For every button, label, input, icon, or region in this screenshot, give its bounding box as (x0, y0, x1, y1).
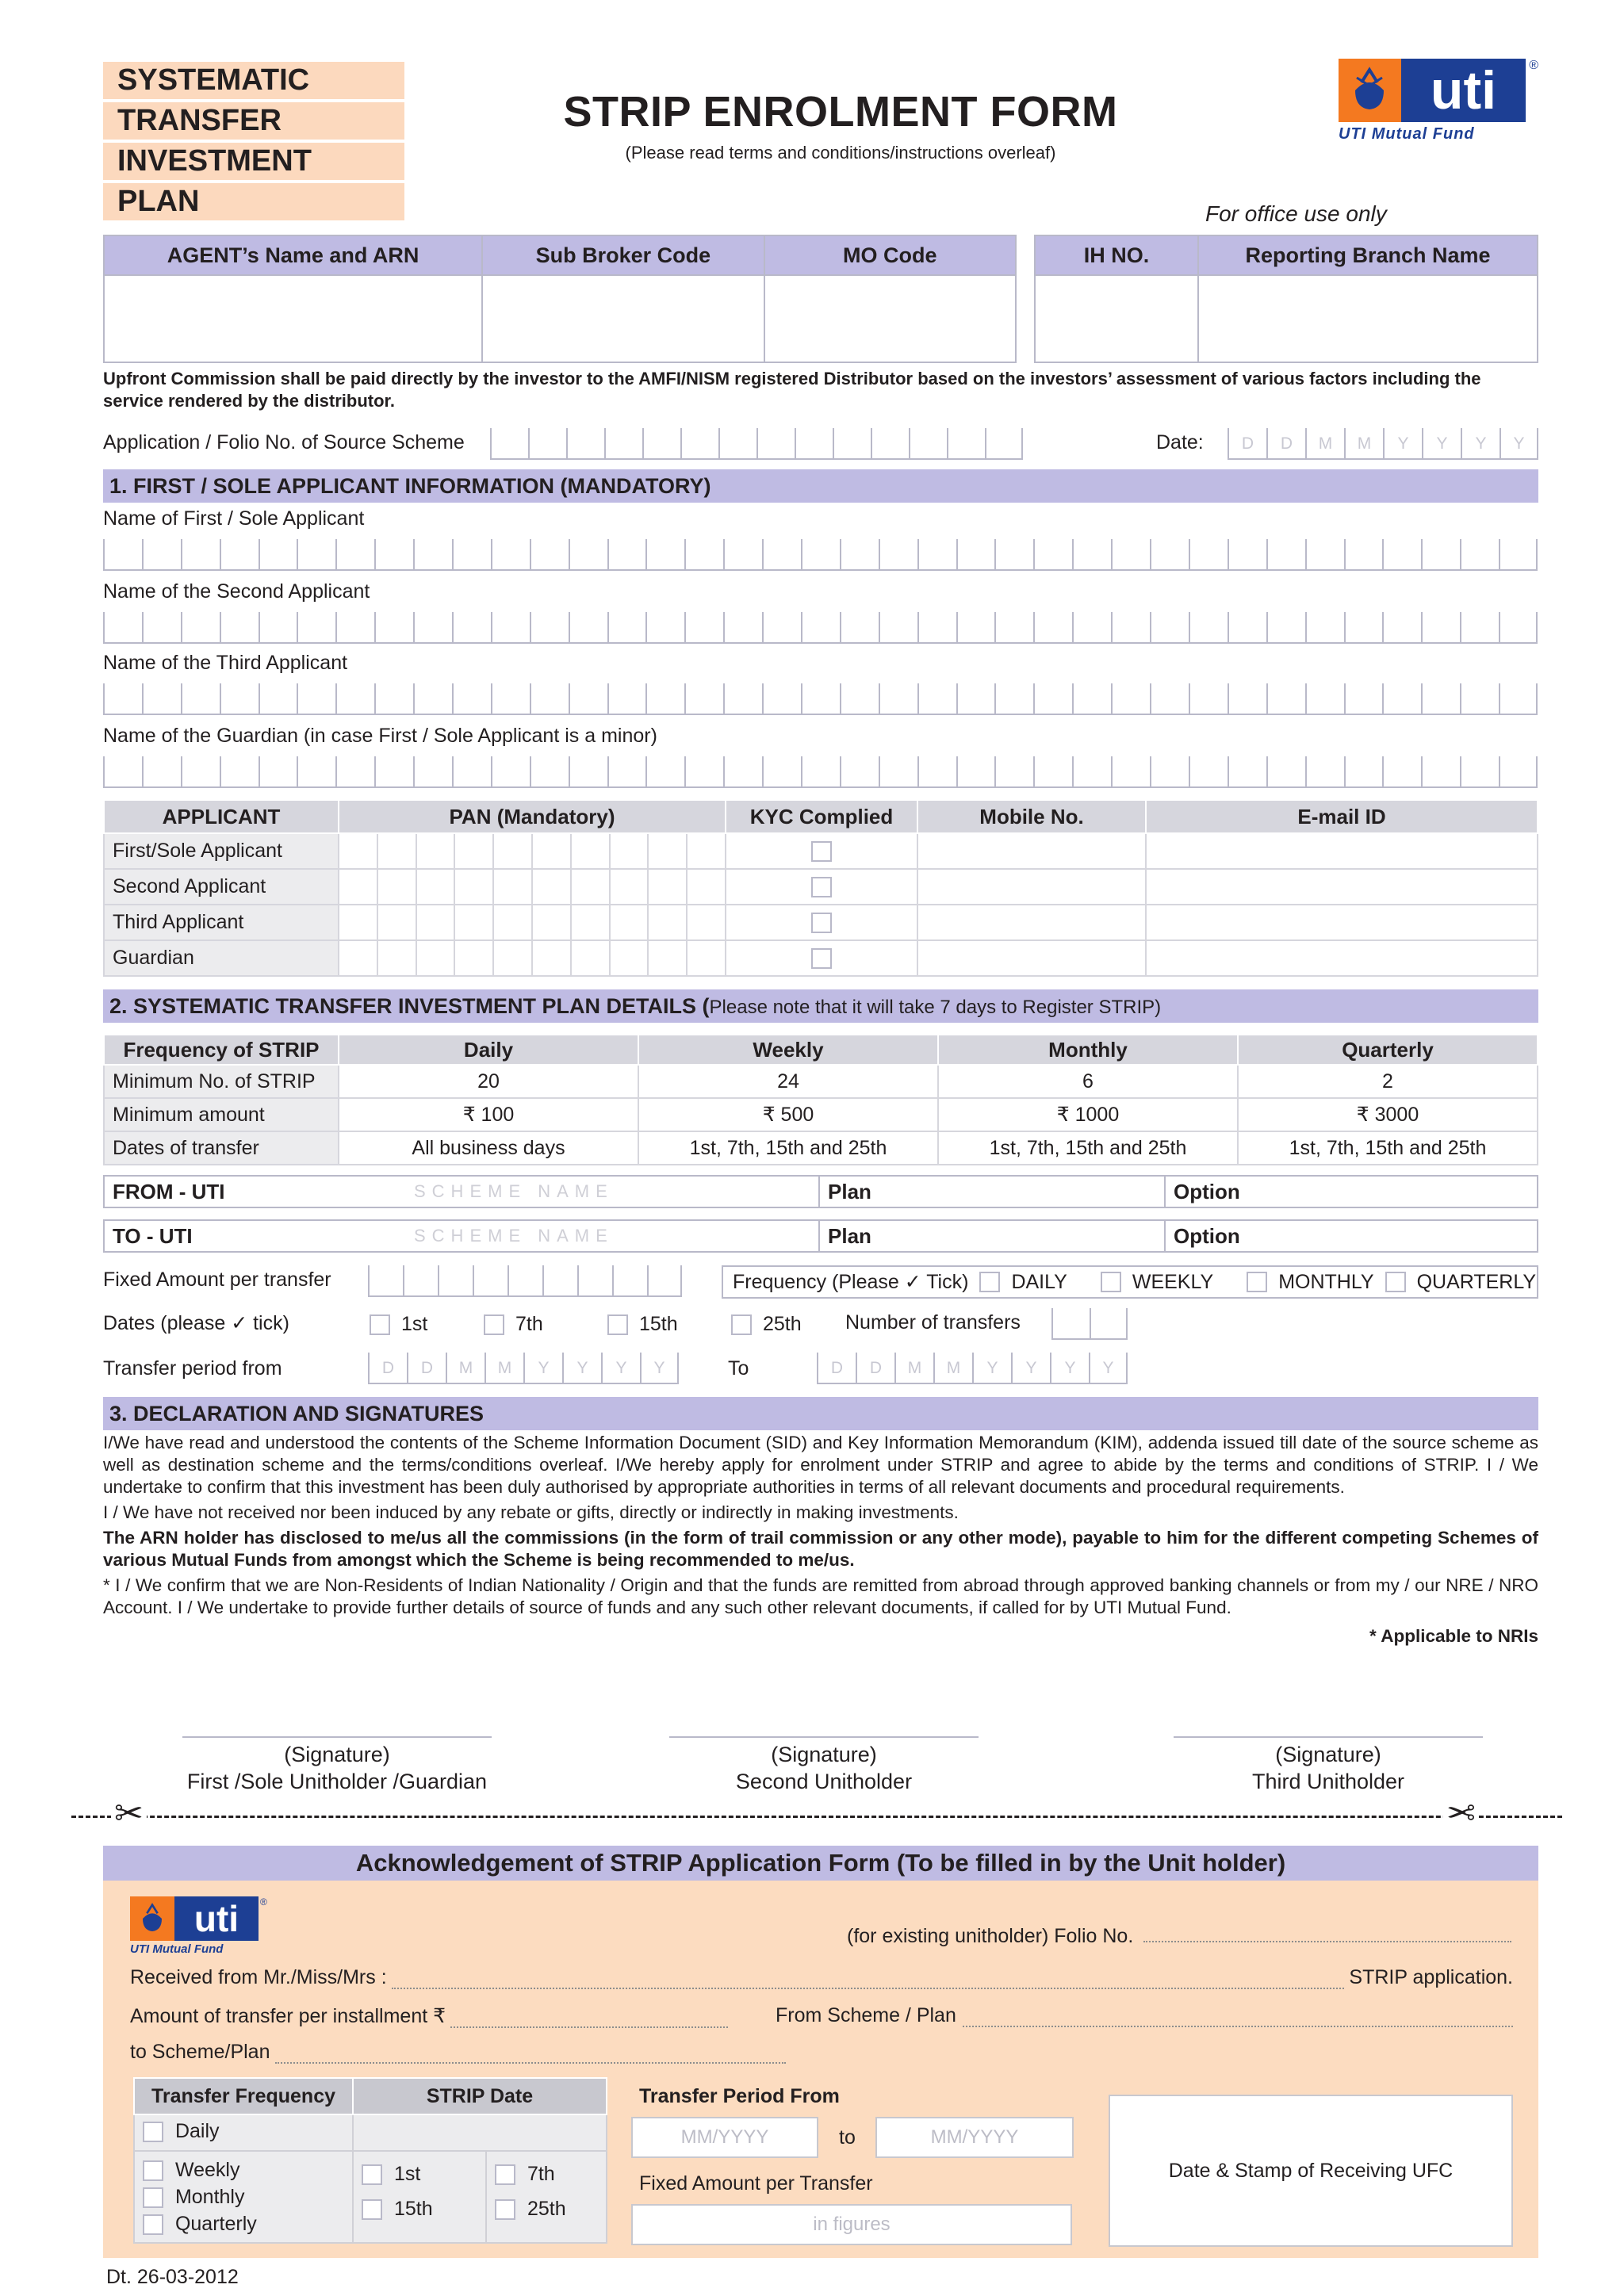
uti-logo (1339, 59, 1538, 144)
side-label-line: SYSTEMATIC (103, 62, 404, 99)
cell: Minimum No. of STRIP (104, 1065, 339, 1098)
cell: ₹ 100 (339, 1098, 638, 1131)
ack-freq-header: Transfer Frequency (134, 2078, 353, 2114)
ack-date-15th[interactable] (362, 2191, 477, 2226)
ack-period-from-input[interactable]: MM/YYYY (631, 2117, 818, 2158)
pan-field[interactable] (339, 833, 726, 869)
kyc-checkbox[interactable] (726, 940, 917, 976)
date-7th-label: 7th (515, 1313, 543, 1335)
declaration-text (103, 1432, 1538, 1651)
ack-25th-label: 25th (527, 2198, 566, 2220)
logo-brand: uti (174, 1896, 259, 1941)
ack-amount-field[interactable] (450, 2004, 728, 2028)
to-scheme-name-field[interactable]: SCHEME NAME (414, 1226, 614, 1246)
table-row (104, 940, 1538, 976)
num-transfers-input[interactable] (1051, 1308, 1128, 1340)
section2-heading: 2. SYSTEMATIC TRANSFER INVESTMENT PLAN DETAILS ( (109, 994, 710, 1018)
cell: 20 (339, 1065, 638, 1098)
mo-code-header: MO Code (764, 235, 1016, 275)
ack-folio[interactable] (847, 1925, 1511, 1948)
signature-who: Third Unitholder (1251, 1770, 1405, 1793)
date-25th-checkbox[interactable] (731, 1314, 752, 1335)
cell: 1st, 7th, 15th and 25th (1238, 1131, 1538, 1165)
ack-7th-label: 7th (527, 2163, 555, 2185)
signature-label: (Signature) (1275, 1743, 1381, 1766)
declaration-para: I / We have not received nor been induced by any rebate or gifts, directly or indirectly in making investments. (103, 1502, 959, 1522)
ack-empty-cell (353, 2114, 607, 2151)
ack-1st-checkbox[interactable] (362, 2164, 382, 2185)
cell: Dates of transfer (104, 1131, 339, 1165)
col-pan: PAN (Mandatory) (339, 800, 726, 833)
date-15th-checkbox[interactable] (607, 1314, 628, 1335)
num-transfers-label: Number of transfers (845, 1311, 1021, 1334)
frequency-tick-label: Frequency (Please ✓ Tick) (733, 1271, 969, 1293)
registered-mark: ® (260, 1896, 267, 1908)
from-scheme-row[interactable] (103, 1175, 1538, 1208)
section3-title: 3. DECLARATION AND SIGNATURES (103, 1397, 1538, 1430)
ack-25th-checkbox[interactable] (495, 2199, 515, 2220)
scissors-icon: ✂ (1443, 1793, 1479, 1834)
from-option-field[interactable]: Option (1164, 1177, 1537, 1207)
cell: 2 (1238, 1065, 1538, 1098)
date-7th-checkbox[interactable] (484, 1314, 504, 1335)
ack-from-scheme-label: From Scheme / Plan (776, 2004, 956, 2026)
table-row (104, 1098, 1538, 1131)
section2-title (103, 989, 1538, 1023)
mobile-field[interactable] (917, 940, 1146, 976)
weekly-checkbox[interactable] (1101, 1272, 1121, 1292)
signature-label: (Signature) (771, 1743, 877, 1766)
side-label (103, 62, 404, 224)
commission-note: Upfront Commission shall be paid directly by the investor to the AMFI/NISM registered Distributor based on the investors’ assessment of various factors including the service rendered by the distributor. (103, 369, 1481, 411)
ack-fixed-input[interactable]: in figures (631, 2204, 1072, 2245)
sub-broker-field[interactable] (482, 275, 764, 362)
ack-to-label: to (839, 2126, 856, 2149)
ack-weekly-label: Weekly (174, 2159, 240, 2181)
quarterly-checkbox[interactable] (1385, 1272, 1406, 1292)
pan-field[interactable] (339, 905, 726, 940)
second-applicant-label: Name of the Second Applicant (103, 580, 370, 603)
to-plan-field[interactable]: Plan (818, 1221, 1164, 1251)
ack-weekly-checkbox[interactable] (143, 2160, 163, 2181)
guardian-input[interactable] (103, 756, 1538, 788)
agent-table (103, 235, 1017, 363)
table-row (104, 1131, 1538, 1165)
freq-header: Weekly (638, 1035, 938, 1065)
mo-code-field[interactable] (764, 275, 1016, 362)
ack-fixed-label: Fixed Amount per Transfer (639, 2172, 873, 2195)
cell: 1st, 7th, 15th and 25th (638, 1131, 938, 1165)
date-15th-label: 15th (639, 1313, 678, 1335)
ack-amount-label: Amount of transfer per installment ₹ (130, 2005, 446, 2027)
ack-received-field[interactable] (392, 1966, 1345, 1989)
declaration-para-bold: The ARN holder has disclosed to me/us all the commissions (in the form of trail commission or any other mode), payable to him for the different competing Schemes of various Mutual Funds from amongst which the Scheme is being recommended to me/us. (103, 1528, 1538, 1570)
cell: 6 (938, 1065, 1238, 1098)
declaration-para: * I / We confirm that we are Non-Residents of Indian Nationality / Origin and that the funds are remitted from abroad through approved banking channels or from my / our NRE / NRO Account. I / We undertake to provide further details of source of funds and any such other relevant documents, if called for by UTI Mutual Fund. (103, 1575, 1538, 1617)
footer-date: Dt. 26-03-2012 (106, 2266, 239, 2288)
ack-quarterly-checkbox[interactable] (143, 2214, 163, 2235)
cell: 1st, 7th, 15th and 25th (938, 1131, 1238, 1165)
side-label-line: INVESTMENT (103, 143, 404, 180)
side-label-line: TRANSFER (103, 102, 404, 140)
registered-mark: ® (1529, 59, 1538, 72)
monthly-label: MONTHLY (1278, 1270, 1374, 1293)
ack-period-to-input[interactable]: MM/YYYY (875, 2117, 1074, 2158)
to-scheme-row[interactable] (103, 1219, 1538, 1253)
mobile-field[interactable] (917, 869, 1146, 905)
col-mobile: Mobile No. (917, 800, 1146, 833)
ack-monthly-checkbox[interactable] (143, 2187, 163, 2208)
cell: Minimum amount (104, 1098, 339, 1131)
table-row (104, 833, 1538, 869)
ack-date-1st[interactable] (362, 2156, 477, 2191)
signature-who: Second Unitholder (735, 1770, 913, 1793)
cell: 24 (638, 1065, 938, 1098)
pan-field[interactable] (339, 869, 726, 905)
signature-who: First /Sole Unitholder /Guardian (186, 1770, 488, 1793)
section2-note: Please note that it will take 7 days to Register STRIP) (709, 997, 1162, 1018)
from-scheme-name-field[interactable]: SCHEME NAME (414, 1181, 614, 1201)
ack-amount[interactable] (130, 2004, 728, 2028)
weekly-label: WEEKLY (1132, 1270, 1214, 1293)
ack-received[interactable] (130, 1966, 1513, 1989)
office-use-label: For office use only (1205, 201, 1387, 226)
col-applicant: APPLICANT (104, 800, 339, 833)
folio-label: Application / Folio No. of Source Scheme (103, 431, 465, 453)
ack-strip-app: STRIP application. (1349, 1966, 1513, 1988)
email-field[interactable] (1146, 833, 1538, 869)
ack-logo (130, 1896, 267, 1956)
ack-weekly[interactable] (143, 2156, 344, 2183)
cell: All business days (339, 1131, 638, 1165)
first-applicant-input[interactable] (103, 539, 1538, 571)
signature-first[interactable] (182, 1736, 492, 1795)
nri-note: * Applicable to NRIs (1369, 1626, 1538, 1646)
branch-header: Reporting Branch Name (1198, 235, 1538, 275)
freq-header: Monthly (938, 1035, 1238, 1065)
guardian-label: Name of the Guardian (in case First / Sole Applicant is a minor) (103, 725, 657, 747)
pan-field[interactable] (339, 940, 726, 976)
cut-line (71, 1816, 1562, 1818)
ack-date-col2 (486, 2151, 607, 2243)
date-1st-checkbox[interactable] (370, 1314, 390, 1335)
ack-quarterly[interactable] (143, 2210, 344, 2237)
applicant-table (103, 799, 1538, 977)
ack-monthly[interactable] (143, 2183, 344, 2210)
ack-date-25th[interactable] (495, 2191, 598, 2226)
ack-folio-label: (for existing unitholder) Folio No. (847, 1925, 1134, 1947)
ack-received-label: Received from Mr./Miss/Mrs : (130, 1966, 387, 1988)
office-table (1034, 235, 1538, 363)
kalash-icon (130, 1896, 174, 1941)
date-25th-label: 25th (763, 1313, 802, 1335)
table-row (104, 869, 1538, 905)
cell: ₹ 1000 (938, 1098, 1238, 1131)
declaration-para: I/We have read and understood the contents of the Scheme Information Document (SID) and Key Information Memorandum (KIM), addenda issued till date of the source scheme as well as destination scheme and the terms/conditions overleaf. I/We hereby apply for enrolment under STRIP and agree to abide by the terms and conditions of STRIP. I / We undertake to confirm that this investment has been duly authorised by appropriate authorities in terms of all relevant documents and procedural requirements. (103, 1433, 1538, 1497)
ack-7th-checkbox[interactable] (495, 2164, 515, 2185)
logo-tagline: UTI Mutual Fund (1339, 125, 1475, 143)
logo-tagline: UTI Mutual Fund (130, 1942, 224, 1956)
folio-input[interactable] (490, 428, 1023, 460)
ack-frequency-table (133, 2077, 607, 2244)
ih-no-field[interactable] (1035, 275, 1198, 362)
dates-label: Dates (please ✓ tick) (103, 1312, 289, 1334)
ack-daily-checkbox[interactable] (143, 2122, 163, 2142)
col-kyc: KYC Complied (726, 800, 917, 833)
ack-date-header: STRIP Date (353, 2078, 607, 2114)
ack-folio-field[interactable] (1143, 1941, 1511, 1942)
cell: ₹ 500 (638, 1098, 938, 1131)
table-row (104, 1065, 1538, 1098)
ack-15th-label: 15th (393, 2198, 433, 2220)
section1-title: 1. FIRST / SOLE APPLICANT INFORMATION (MANDATORY) (103, 469, 1538, 503)
freq-header: Daily (339, 1035, 638, 1065)
sub-broker-header: Sub Broker Code (482, 235, 764, 275)
first-applicant-label: Name of First / Sole Applicant (103, 507, 365, 530)
email-field[interactable] (1146, 869, 1538, 905)
ack-title: Acknowledgement of STRIP Application Form (To be filled in by the Unit holder) (103, 1846, 1538, 1881)
ack-from-scheme-field[interactable] (963, 2004, 1513, 2027)
ack-daily[interactable] (134, 2114, 353, 2151)
third-applicant-label: Name of the Third Applicant (103, 652, 348, 674)
period-to-label: To (728, 1357, 749, 1380)
email-field[interactable] (1146, 940, 1538, 976)
ack-15th-checkbox[interactable] (362, 2199, 382, 2220)
ack-to-scheme[interactable] (130, 2041, 786, 2064)
ack-stamp-box: Date & Stamp of Receiving UFC (1109, 2095, 1513, 2247)
period-from-label: Transfer period from (103, 1357, 282, 1380)
scissors-icon: ✂ (111, 1793, 147, 1834)
signature-second[interactable] (669, 1736, 979, 1795)
from-plan-field[interactable]: Plan (818, 1177, 1164, 1207)
from-label: FROM - UTI (113, 1180, 225, 1203)
branch-field[interactable] (1198, 275, 1538, 362)
agent-name-field[interactable] (104, 275, 482, 362)
period-to-input[interactable]: D D M M Y Y Y Y (817, 1353, 1128, 1384)
ack-date-7th[interactable] (495, 2156, 598, 2191)
ack-daily-label: Daily (174, 2120, 220, 2142)
to-option-field[interactable]: Option (1164, 1221, 1537, 1251)
kyc-checkbox[interactable] (726, 905, 917, 940)
cell: ₹ 3000 (1238, 1098, 1538, 1131)
page-title: STRIP ENROLMENT FORM (563, 88, 1118, 136)
period-from-input[interactable]: D D M M Y Y Y Y (368, 1353, 679, 1384)
third-applicant-input[interactable] (103, 683, 1538, 715)
ih-no-header: IH NO. (1035, 235, 1198, 275)
mobile-field[interactable] (917, 905, 1146, 940)
quarterly-label: QUARTERLY (1416, 1270, 1537, 1293)
agent-name-header: AGENT’s Name and ARN (104, 235, 482, 275)
ack-to-scheme-label: to Scheme/Plan (130, 2041, 270, 2063)
monthly-checkbox[interactable] (1247, 1272, 1267, 1292)
ack-monthly-label: Monthly (174, 2186, 245, 2208)
freq-header: Frequency of STRIP (104, 1035, 339, 1065)
kyc-checkbox[interactable] (726, 833, 917, 869)
to-label: TO - UTI (113, 1224, 193, 1248)
date-label: Date: (1156, 431, 1204, 453)
daily-label: DAILY (1011, 1270, 1067, 1293)
fixed-amount-input[interactable] (368, 1265, 682, 1297)
signature-label: (Signature) (284, 1743, 390, 1766)
side-label-line: PLAN (103, 183, 404, 220)
logo-brand: uti (1401, 59, 1526, 122)
row-label: First/Sole Applicant (104, 833, 339, 869)
ack-from-scheme[interactable] (776, 2004, 1513, 2027)
daily-checkbox[interactable] (979, 1272, 1000, 1292)
ack-to-scheme-field[interactable] (275, 2041, 786, 2064)
frequency-tick-box (722, 1265, 1538, 1299)
row-label: Third Applicant (104, 905, 339, 940)
dates-options (370, 1313, 802, 1336)
table-row (104, 905, 1538, 940)
kalash-icon (1339, 59, 1401, 122)
ack-1st-label: 1st (393, 2163, 421, 2185)
page-subtitle: (Please read terms and conditions/instructions overleaf) (625, 143, 1056, 163)
col-email: E-mail ID (1146, 800, 1538, 833)
freq-header: Quarterly (1238, 1035, 1538, 1065)
second-applicant-input[interactable] (103, 612, 1538, 644)
email-field[interactable] (1146, 905, 1538, 940)
frequency-table (103, 1034, 1538, 1165)
ack-quarterly-label: Quarterly (174, 2213, 257, 2235)
row-label: Second Applicant (104, 869, 339, 905)
date-1st-label: 1st (401, 1313, 428, 1335)
ack-freq-options (134, 2151, 353, 2243)
kyc-checkbox[interactable] (726, 869, 917, 905)
signature-third[interactable] (1174, 1736, 1483, 1795)
row-label: Guardian (104, 940, 339, 976)
fixed-amount-label: Fixed Amount per transfer (103, 1269, 331, 1291)
mobile-field[interactable] (917, 833, 1146, 869)
date-input[interactable]: D D M M Y Y Y Y (1228, 428, 1538, 460)
ack-period-label: Transfer Period From (639, 2085, 840, 2107)
ack-date-col1 (353, 2151, 486, 2243)
